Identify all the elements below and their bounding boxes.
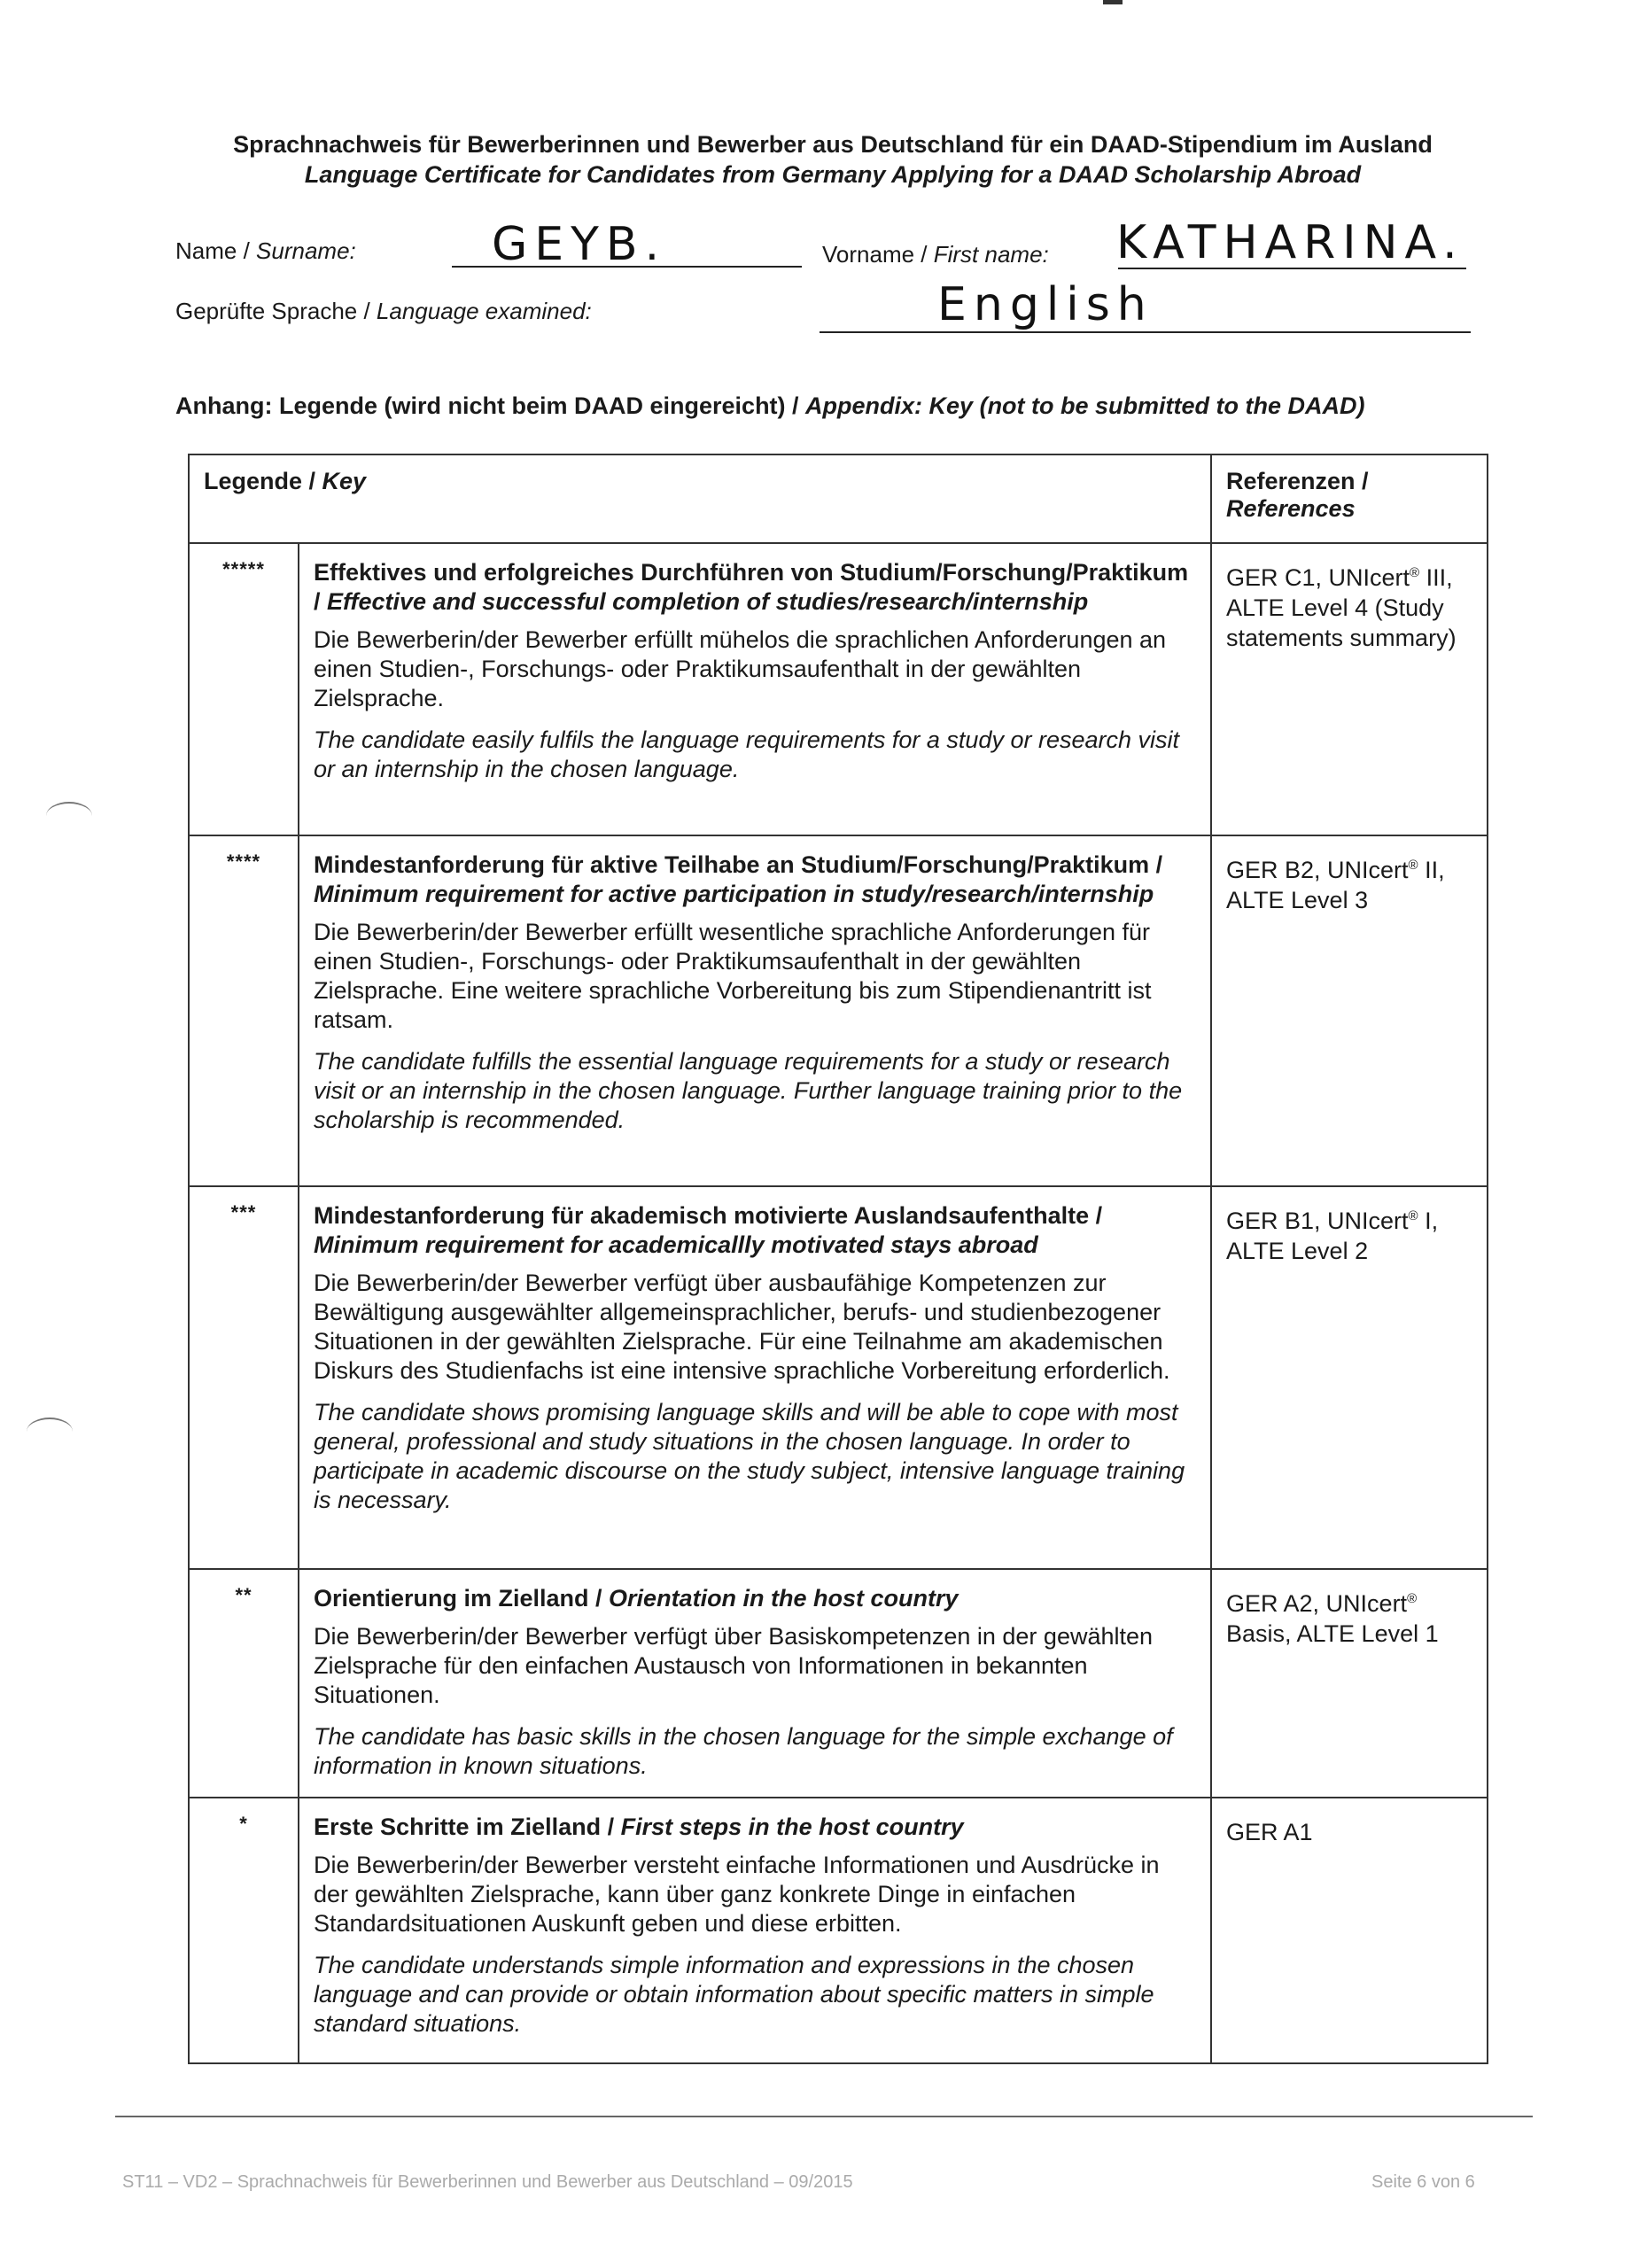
- level-reference: GER C1, UNIcert® III, ALTE Level 4 (Study statements summary): [1211, 543, 1488, 835]
- level-heading: Effektives und erfolgreiches Durchführen von Studium/Forschung/Praktikum / Effective and successful completion of studies/research/internship: [314, 559, 1189, 615]
- punch-hole-mark: [46, 802, 92, 830]
- header-references: Referenzen / References: [1211, 454, 1488, 543]
- surname-underline: [452, 266, 802, 268]
- level-description: [299, 1569, 1211, 1798]
- level-reference: GER B1, UNIcert® I, ALTE Level 2: [1211, 1186, 1488, 1569]
- document-title-english: Language Certificate for Candidates from Germany Applying for a DAAD Scholarship Abroad: [304, 161, 1362, 188]
- level-reference: GER A1: [1211, 1798, 1488, 2063]
- rating-stars: ****: [189, 835, 299, 1186]
- rating-stars: **: [189, 1569, 299, 1798]
- language-label: Geprüfte Sprache / Language examined:: [175, 298, 592, 324]
- surname-value: GEYB.: [492, 218, 667, 271]
- level-text-german: Die Bewerberin/der Bewerber verfügt über ausbaufähige Kompetenzen zur Bewältigung ausgewählter allgemeinsprachlicher, berufs- und studienbezogener Situationen in der gewählten Zielsprache. Für eine Teilnahme am akademischen Diskurs des Studienfachs ist eine intensive sprachliche Vorbereitung erforderlich.: [314, 1270, 1170, 1384]
- level-text-german: Die Bewerberin/der Bewerber verfügt über Basiskompetenzen in der gewählten Zielsprache für den einfachen Austausch von Informationen in bekannten Situationen.: [314, 1623, 1154, 1708]
- table-row: [189, 1798, 1488, 2063]
- table-row: [189, 1186, 1488, 1569]
- footer-page-number: Seite 6 von 6: [1371, 2172, 1475, 2192]
- level-text-german: Die Bewerberin/der Bewerber erfüllt wesentliche sprachliche Anforderungen für einen Studien-, Forschungs- oder Praktikumsaufenthalt in der gewählten Zielsprache. Eine weitere sprachliche Vorbereitung bis zum Stipendienantritt ist ratsam.: [314, 919, 1152, 1033]
- level-description: [299, 543, 1211, 835]
- footer-document-id: ST11 – VD2 – Sprachnachweis für Bewerberinnen und Bewerber aus Deutschland – 09/2015: [122, 2172, 853, 2192]
- level-text-english: The candidate easily fulfils the language requirements for a study or research visit or an internship in the chosen language.: [314, 726, 1180, 782]
- firstname-value: KATHARINA.: [1116, 216, 1464, 269]
- table-row: [189, 543, 1488, 835]
- language-value: English: [937, 278, 1154, 331]
- level-reference: GER A2, UNIcert® Basis, ALTE Level 1: [1211, 1569, 1488, 1798]
- level-text-english: The candidate shows promising language skills and will be able to cope with most general, professional and study situations in the chosen language. In order to participate in academic discourse on the study subject, intensive language training is necessary.: [314, 1399, 1185, 1513]
- level-description: [299, 1186, 1211, 1569]
- level-heading: Orientierung im Zielland / Orientation in the host country: [314, 1585, 959, 1612]
- document-title-german: Sprachnachweis für Bewerberinnen und Bewerber aus Deutschland für ein DAAD-Stipendium im Ausland: [233, 131, 1433, 158]
- rating-stars: ***: [189, 1186, 299, 1569]
- key-table-header: [189, 454, 1488, 543]
- level-heading: Mindestanforderung für akademisch motivierte Auslandsaufenthalte / Minimum requirement for academicallly motivated stays abroad: [314, 1202, 1103, 1258]
- level-heading: Erste Schritte im Zielland / First steps in the host country: [314, 1814, 964, 1840]
- punch-hole-mark: [27, 1418, 73, 1446]
- footer-divider: [115, 2116, 1533, 2117]
- rating-stars: *****: [189, 543, 299, 835]
- level-reference: GER B2, UNIcert® II, ALTE Level 3: [1211, 835, 1488, 1186]
- table-row: [189, 1569, 1488, 1798]
- level-description: [299, 835, 1211, 1186]
- firstname-underline: [1118, 268, 1466, 269]
- rating-stars: *: [189, 1798, 299, 2063]
- level-description: [299, 1798, 1211, 2063]
- level-text-english: The candidate has basic skills in the chosen language for the simple exchange of information in known situations.: [314, 1723, 1173, 1779]
- table-row: [189, 835, 1488, 1186]
- appendix-title: Anhang: Legende (wird nicht beim DAAD eingereicht) / Appendix: Key (not to be submitted to the DAAD): [175, 392, 1365, 419]
- surname-label: Name / Surname:: [175, 237, 356, 264]
- header-key: Legende / Key: [189, 454, 1211, 543]
- firstname-label: Vorname / First name:: [822, 241, 1049, 268]
- level-text-german: Die Bewerberin/der Bewerber versteht einfache Informationen und Ausdrücke in der gewählten Zielsprache, kann über ganz konkrete Dinge in einfachen Standardsituationen Auskunft geben und diese erbitten.: [314, 1852, 1160, 1937]
- level-text-english: The candidate understands simple information and expressions in the chosen language and can provide or obtain information about specific matters in simple standard situations.: [314, 1952, 1154, 2037]
- key-table: [188, 454, 1488, 2064]
- level-heading: Mindestanforderung für aktive Teilhabe an Studium/Forschung/Praktikum / Minimum requirement for active participation in study/research/internship: [314, 851, 1163, 907]
- language-underline: [820, 331, 1471, 333]
- level-text-german: Die Bewerberin/der Bewerber erfüllt mühelos die sprachlichen Anforderungen an einen Studien-, Forschungs- oder Praktikumsaufenthalt in der gewählten Zielsprache.: [314, 626, 1167, 711]
- level-text-english: The candidate fulfills the essential language requirements for a study or research visit or an internship in the chosen language. Further language training prior to the scholarship is recommended.: [314, 1048, 1183, 1133]
- scan-mark: [1103, 0, 1123, 4]
